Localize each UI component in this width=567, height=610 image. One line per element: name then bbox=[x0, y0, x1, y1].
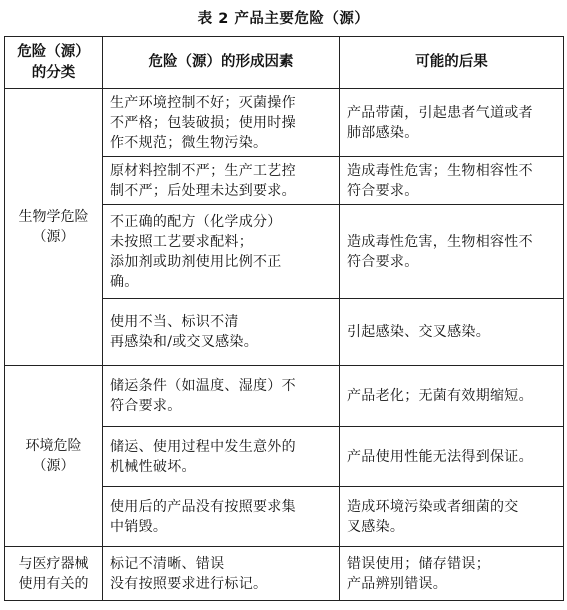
effect-cell: 错误使用；储存错误； 产品辨别错误。 bbox=[340, 547, 564, 601]
hazard-table bbox=[4, 36, 564, 601]
effect-cell: 造成环境污染或者细菌的交 叉感染。 bbox=[340, 487, 564, 547]
effect-cell: 造成毒性危害，生物相容性不 符合要求。 bbox=[340, 205, 564, 299]
effect-cell: 引起感染、交叉感染。 bbox=[340, 299, 564, 366]
cause-cell: 储运、使用过程中发生意外的 机械性破坏。 bbox=[103, 427, 340, 487]
header-effect: 可能的后果 bbox=[340, 37, 564, 89]
table-title: 表 2 产品主要危险（源） bbox=[197, 10, 370, 27]
effect-cell: 产品带菌，引起患者气道或者 肺部感染。 bbox=[340, 89, 564, 157]
category-cell-device-usage: 与医疗器械 使用有关的 bbox=[5, 547, 103, 601]
effect-cell: 产品老化；无菌有效期缩短。 bbox=[340, 366, 564, 427]
cause-cell: 使用后的产品没有按照要求集 中销毁。 bbox=[103, 487, 340, 547]
header-cause: 危险（源）的形成因素 bbox=[103, 37, 340, 89]
table-row bbox=[5, 89, 564, 157]
cause-cell: 标记不清晰、错误 没有按照要求进行标记。 bbox=[103, 547, 340, 601]
category-cell-environmental: 环境危险 （源） bbox=[5, 366, 103, 547]
effect-cell: 造成毒性危害；生物相容性不 符合要求。 bbox=[340, 157, 564, 205]
cause-cell: 储运条件（如温度、湿度）不 符合要求。 bbox=[103, 366, 340, 427]
cause-cell: 不正确的配方（化学成分） 未按照工艺要求配料； 添加剂或助剂使用比例不正 确。 bbox=[103, 205, 340, 299]
category-cell-biological: 生物学危险 （源） bbox=[5, 89, 103, 366]
effect-cell: 产品使用性能无法得到保证。 bbox=[340, 427, 564, 487]
table-row bbox=[5, 547, 564, 601]
header-category: 危险（源） 的分类 bbox=[5, 37, 103, 89]
cause-cell: 生产环境控制不好；灭菌操作 不严格；包装破损；使用时操 作不规范；微生物污染。 bbox=[103, 89, 340, 157]
header-row bbox=[5, 37, 564, 89]
cause-cell: 原材料控制不严；生产工艺控 制不严；后处理未达到要求。 bbox=[103, 157, 340, 205]
cause-cell: 使用不当、标识不清 再感染和/或交叉感染。 bbox=[103, 299, 340, 366]
table-row bbox=[5, 366, 564, 427]
